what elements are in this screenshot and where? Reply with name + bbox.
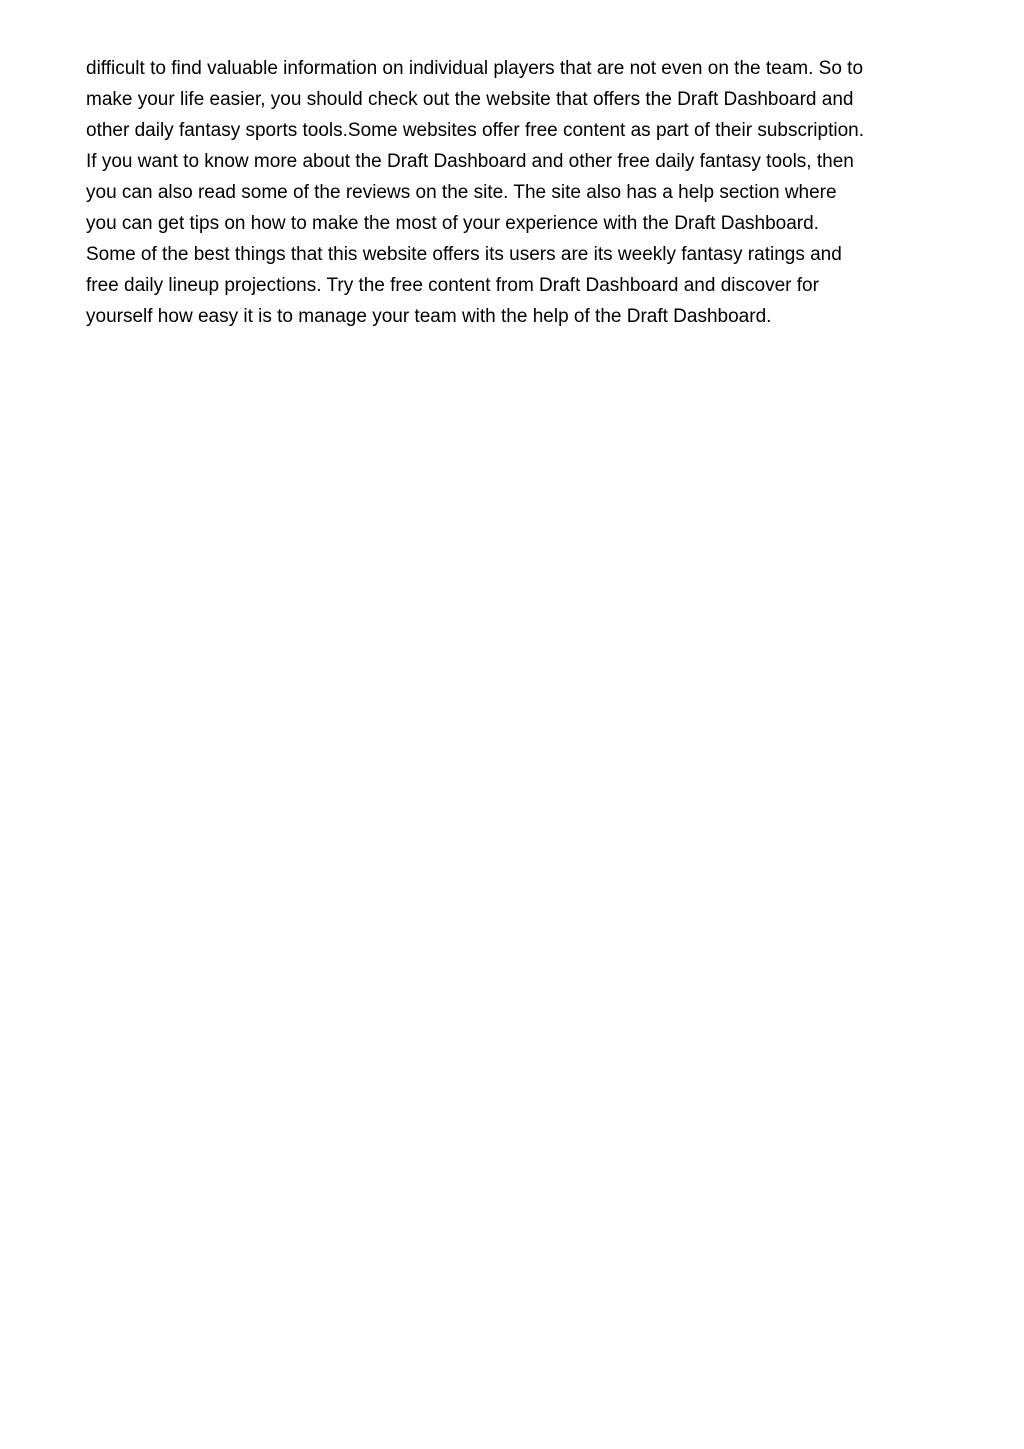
paragraph-line: make your life easier, you should check out the website that offers the Draft Dashboard and (86, 89, 854, 110)
paragraph-line: you can get tips on how to make the most of your experience with the Draft Dashboard. (86, 213, 819, 234)
paragraph-line: free daily lineup projections. Try the free content from Draft Dashboard and discover for (86, 275, 819, 296)
paragraph-line: If you want to know more about the Draft Dashboard and other free daily fantasy tools, then (86, 151, 854, 172)
paragraph-line: you can also read some of the reviews on the site. The site also has a help section where (86, 182, 837, 203)
paragraph-line: yourself how easy it is to manage your team with the help of the Draft Dashboard. (86, 306, 772, 327)
paragraph-line: other daily fantasy sports tools.Some websites offer free content as part of their subscription. (86, 120, 864, 141)
body-paragraph (86, 53, 946, 332)
paragraph-line: difficult to find valuable information on individual players that are not even on the team. So to (86, 58, 864, 79)
paragraph-line: Some of the best things that this website offers its users are its weekly fantasy ratings and (86, 244, 842, 265)
